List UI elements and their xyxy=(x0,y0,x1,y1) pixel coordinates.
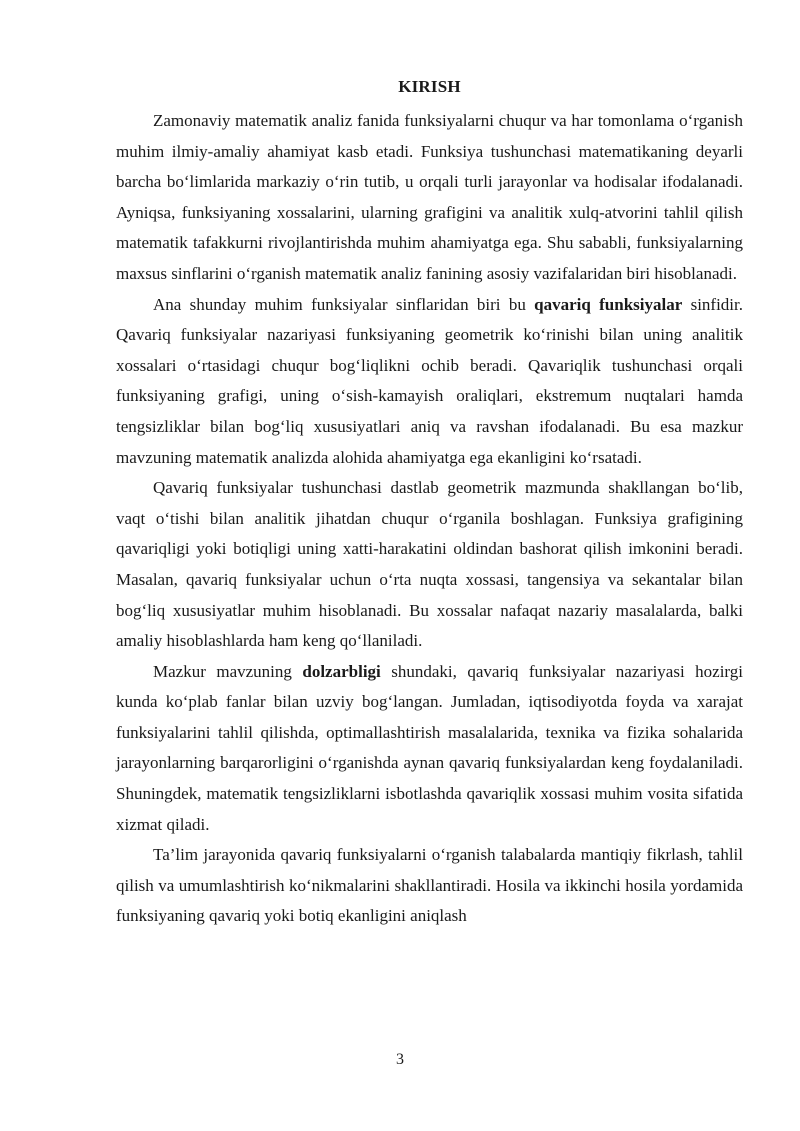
paragraph-4 xyxy=(116,657,743,841)
paragraph-4-text-after: shundaki, qavariq funksiyalar nazariyasi hozirgi kunda ko‘plab fanlar bilan uzviy bog‘langan. Jumladan, iqtisodiyotda foyda va xarajat funksiyalarini tahlil qilishda, optimallashtirish masalalarida, texnika va fizika sohalarida jarayonlarning barqarorligini o‘rganishda aynan qavariq funksiyalardan keng foydalaniladi. Shuningdek, matematik tengsizliklarni isbotlashda qavariqlik xossasi muhim vosita sifatida xizmat qiladi. xyxy=(116,661,744,834)
paragraph-5 xyxy=(116,840,743,932)
paragraph-1-text: Zamonaviy matematik analiz fanida funksiyalarni chuqur va har tomonlama o‘rganish muhim ilmiy-amaliy ahamiyat kasb etadi. Funksiya tushunchasi matematikaning deyarli barcha bo‘limlarida markaziy o‘rin tutib, u orqali turli jarayonlar va hodisalar ifodalanadi. Ayniqsa, funksiyaning xossalarini, ularning grafigini va analitik xulq-atvorini tahlil qilish matematik tafakkurni rivojlantirishda muhim ahamiyatga ega. Shu sababli, funksiyalarning maxsus sinflarini o‘rganish matematik analiz fanining asosiy vazifalaridan biri hisoblanadi. xyxy=(116,111,743,283)
paragraph-2-text-before: Ana shunday muhim funksiyalar sinflaridan biri bu xyxy=(153,294,535,314)
term-dolzarbligi: dolzarbligi xyxy=(302,661,381,681)
paragraph-3-text: Qavariq funksiyalar tushunchasi dastlab geometrik mazmunda shakllangan bo‘lib, vaqt o‘tishi bilan analitik jihatdan chuqur o‘rganila boshlagan. Funksiya grafigining qavariqligi yoki botiqligi uning xatti-harakatini oldindan bashorat qilish imkonini beradi. Masalan, qavariq funksiyalar uchun o‘rta nuqta xossasi, tangensiya va sekantalar bilan bog‘liq xususiyatlar muhim hisoblanadi. Bu xossalar nafaqat nazariy masalalarda, balki amaliy hisoblashlarda ham keng qo‘llaniladi. xyxy=(116,478,743,651)
paragraph-4-text-before: Mazkur mavzuning xyxy=(153,661,303,681)
document-page xyxy=(116,74,743,932)
paragraph-3 xyxy=(116,473,743,657)
page-number: 3 xyxy=(396,1051,404,1068)
paragraph-2 xyxy=(116,290,743,474)
paragraph-2-text-after: sinfidir. Qavariq funksiyalar nazariyasi funksiyaning geometrik ko‘rinishi bilan uning analitik xossalari o‘rtasidagi chuqur bog‘liqlikni ochib beradi. Qavariqlik tushunchasi orqali funksiyaning grafigi, uning o‘sish-kamayish oraliqlari, ekstremum nuqtalari hamda tengsizliklar bilan bog‘liq xususiyatlari aniq va ravshan ifodalanadi. Bu esa mazkur mavzuning matematik analizda alohida ahamiyatga ega ekanligini ko‘rsatadi. xyxy=(116,294,743,467)
section-title: KIRISH xyxy=(398,77,461,96)
paragraph-1 xyxy=(116,106,743,290)
term-qavariq-funksiyalar: qavariq funksiyalar xyxy=(534,294,683,314)
paragraph-5-text: Ta’lim jarayonida qavariq funksiyalarni o‘rganish talabalarda mantiqiy fikrlash, tahlil qilish va umumlashtirish ko‘nikmalarini shakllantiradi. Hosila va ikkinchi hosila yordamida funksiyaning qavariq yoki botiq ekanligini aniqlash xyxy=(116,845,743,926)
